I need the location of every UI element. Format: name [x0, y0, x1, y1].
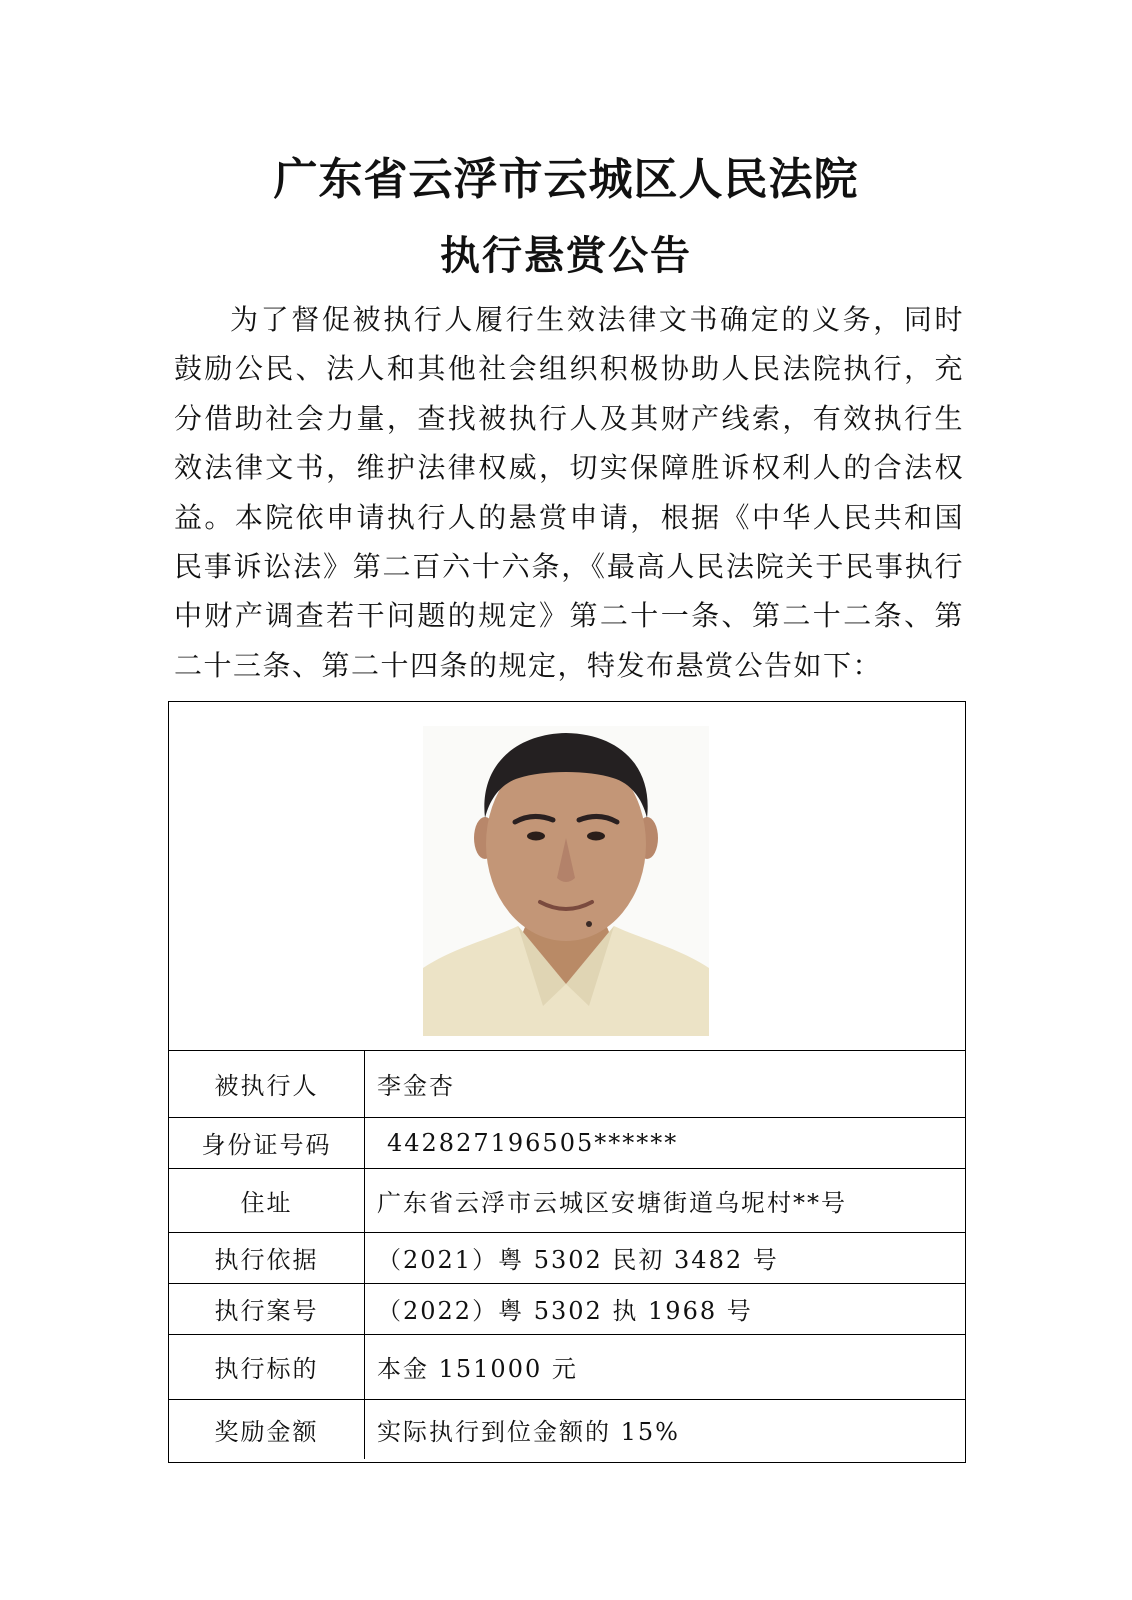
label-basis: 执行依据: [169, 1232, 365, 1283]
debtor-info-table: [169, 1051, 965, 1459]
table-row: [169, 1232, 965, 1283]
photo-area: [169, 702, 965, 1051]
intro-paragraph: 为了督促被执行人履行生效法律文书确定的义务，同时鼓励公民、法人和其他社会组织积极协助人民法院执行，充分借助社会力量，查找被执行人及其财产线索，有效执行生效法律文书，维护法律权威，切实保障胜诉权利人的合法权益。本院依申请执行人的悬赏申请，根据《中华人民共和国民事诉讼法》第二百六十六条，《最高人民法院关于民事执行中财产调查若干问题的规定》第二十一条、第二十二条、第二十三条、第二十四条的规定，特发布悬赏公告如下：: [174, 303, 964, 682]
value-subject: 本金 151000 元: [365, 1334, 966, 1399]
court-name-title: 广东省云浮市云城区人民法院: [273, 154, 859, 205]
table-row: [169, 1117, 965, 1168]
debtor-info-box: [168, 701, 966, 1463]
person-portrait-icon: [423, 726, 709, 1036]
table-row: [169, 1399, 965, 1459]
value-debtor: 李金杏: [365, 1051, 966, 1117]
table-row: [169, 1168, 965, 1232]
label-debtor: 被执行人: [169, 1051, 365, 1117]
value-reward: 实际执行到位金额的 15%: [377, 1417, 680, 1446]
label-reward: 奖励金额: [169, 1399, 365, 1459]
value-id-number: 442827196505******: [365, 1117, 966, 1168]
label-id-number: 身份证号码: [169, 1117, 365, 1168]
value-basis: （2021）粤 5302 民初 3482 号: [365, 1232, 966, 1283]
label-case-number: 执行案号: [169, 1283, 365, 1334]
table-row: [169, 1051, 965, 1117]
notice-title: 执行悬赏公告: [440, 233, 692, 279]
table-row: [169, 1283, 965, 1334]
label-subject: 执行标的: [169, 1334, 365, 1399]
value-case-number: （2022）粤 5302 执 1968 号: [365, 1283, 966, 1334]
label-address: 住址: [169, 1168, 365, 1232]
value-address: 广东省云浮市云城区安塘街道乌坭村**号: [365, 1168, 966, 1232]
table-row: [169, 1334, 965, 1399]
